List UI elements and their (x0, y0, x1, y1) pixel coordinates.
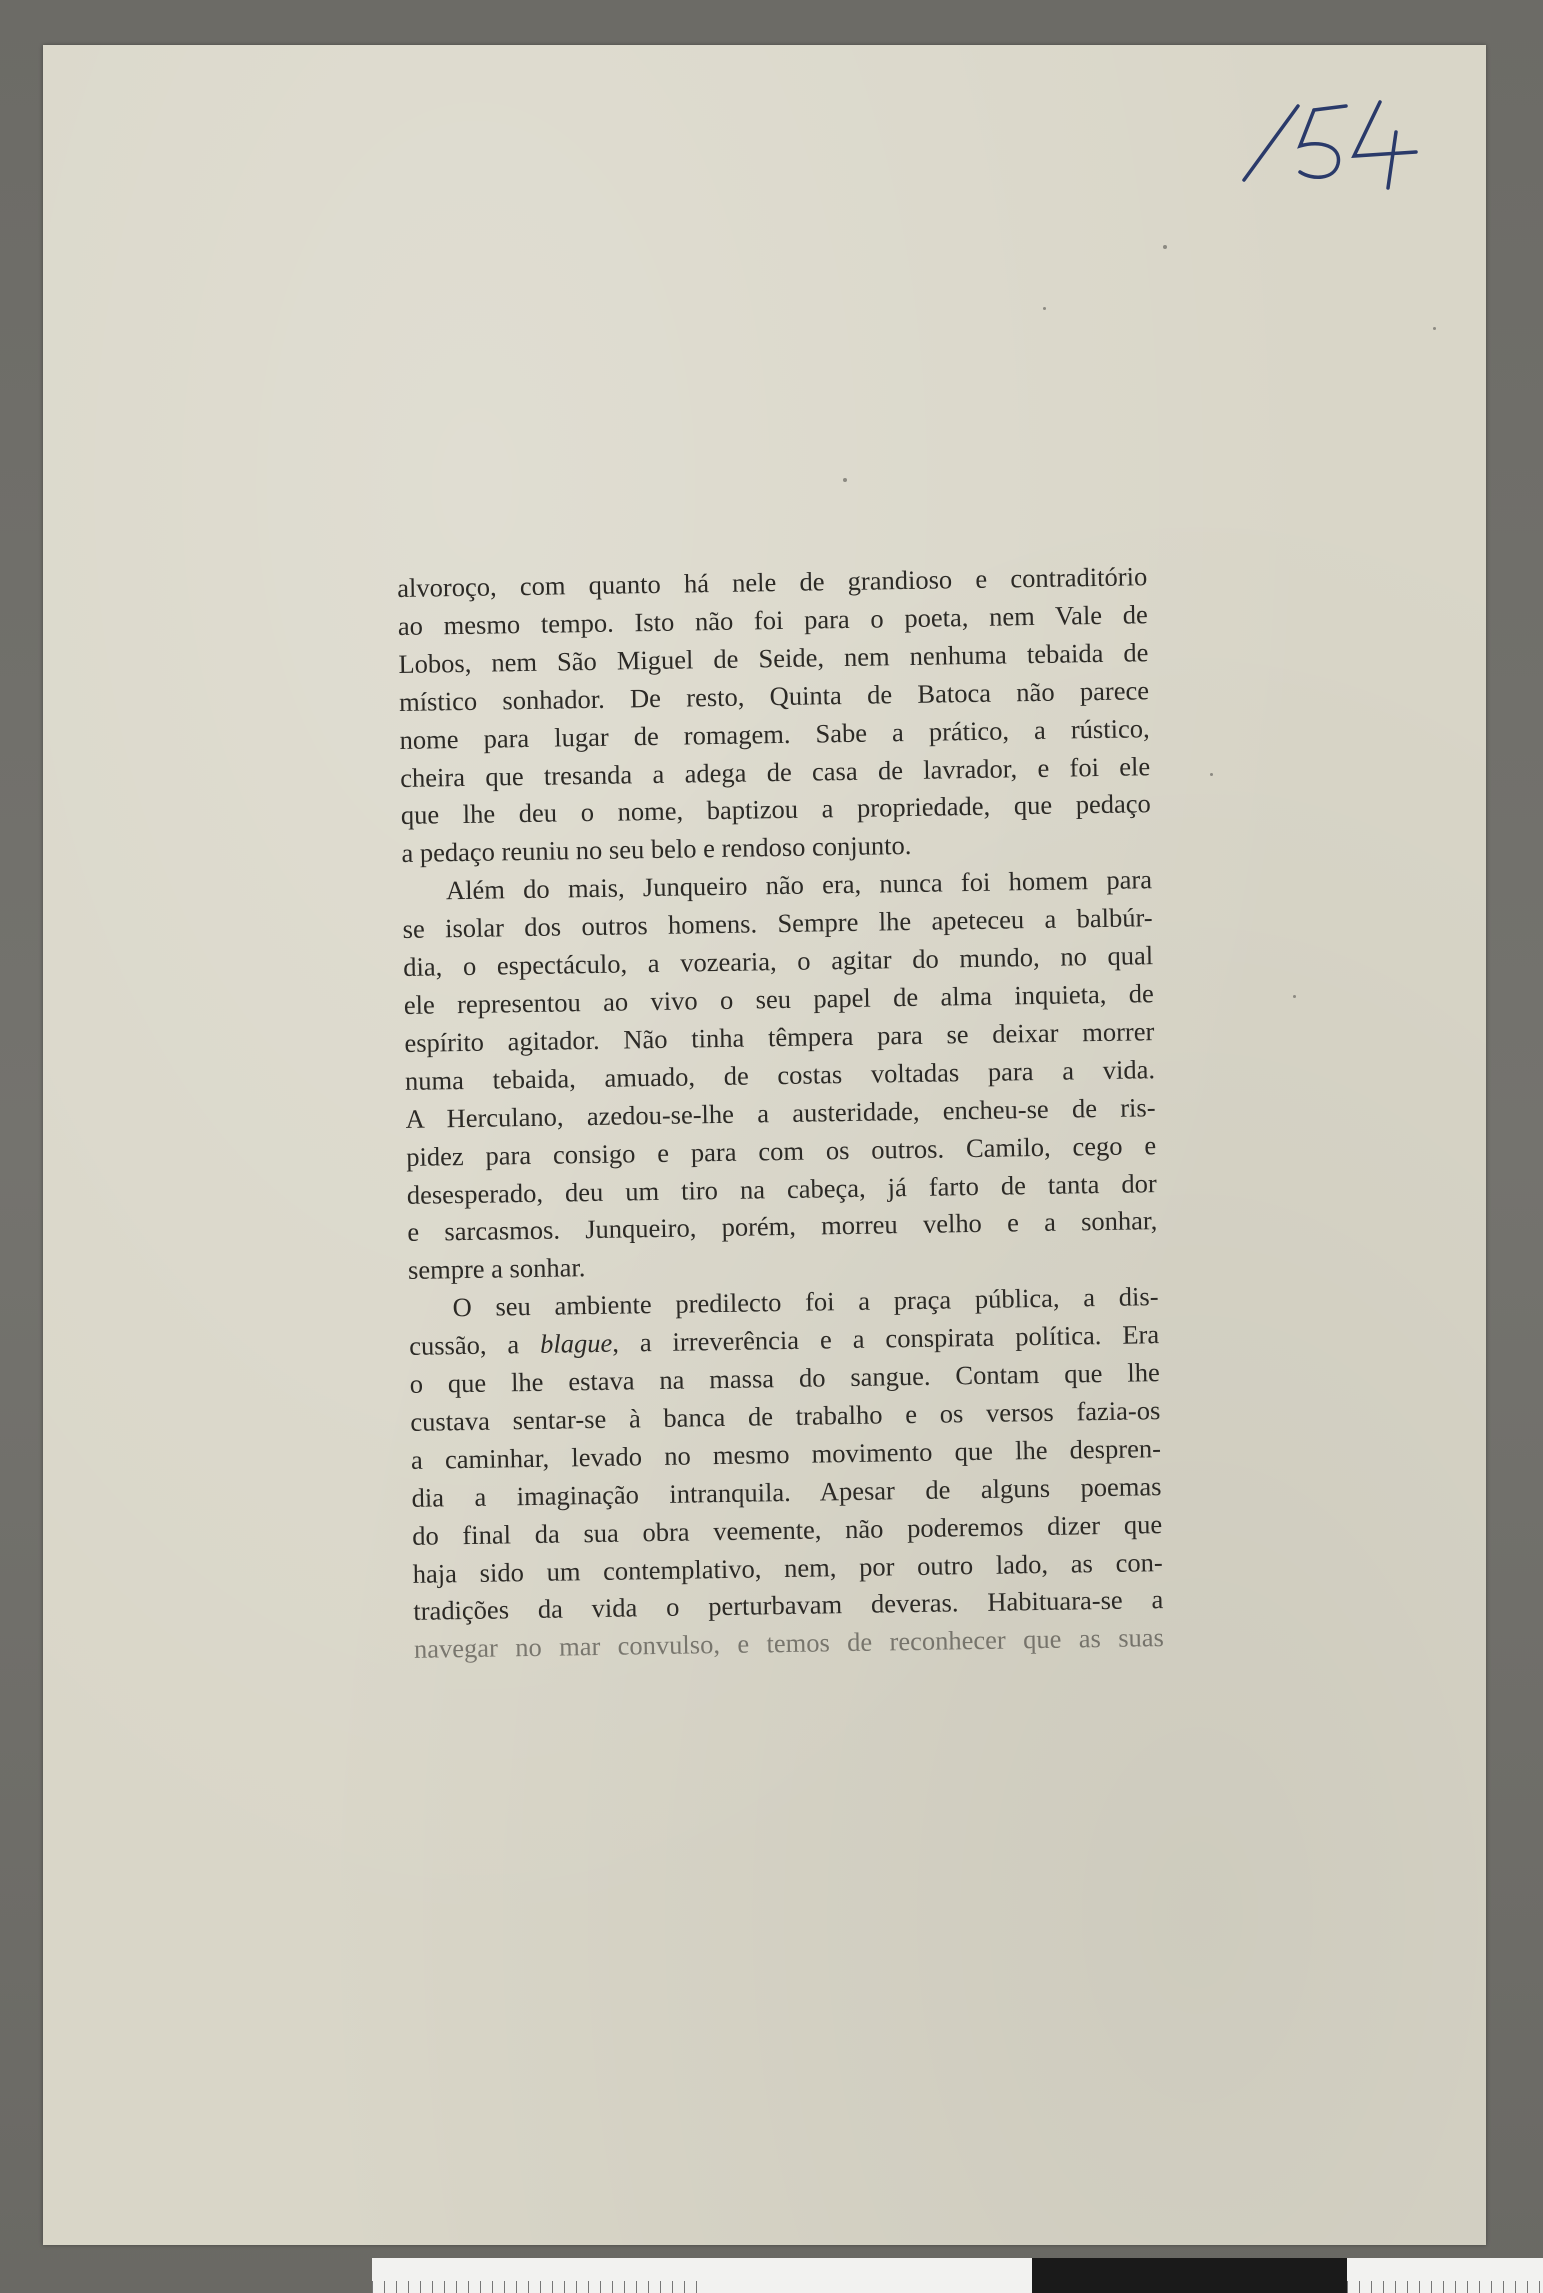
text-line: A Herculano, azedou-se-lhe a austeridade, encheu-se de ris- (405, 1091, 1156, 1134)
text-line: pidez para consigo e para com os outros. Camilo, cego e (405, 1129, 1157, 1172)
paragraph-3 (408, 1278, 1164, 1669)
text-line: sempre a sonhar. (407, 1252, 586, 1286)
text-line: se isolar dos outros homens. Sempre lhe apeteceu a balbúr- (402, 902, 1153, 945)
paper-speck (1043, 307, 1046, 310)
folio-number-handwriting (1230, 88, 1430, 198)
paper-speck (1210, 773, 1213, 776)
text-line: tradições da vida o perturbavam deveras. Habituara-se a (413, 1584, 1164, 1627)
body-text (397, 558, 1164, 1669)
text-line: o que lhe estava na massa do sangue. Contam que lhe (409, 1357, 1160, 1399)
text-line: a caminhar, levado no mesmo movimento que lhe despren- (410, 1432, 1162, 1475)
text-line: espírito agitador. Não tinha têmpera para se deixar morrer (404, 1016, 1155, 1058)
text-line: místico sonhador. De resto, Quinta de Batoca não parece (398, 674, 1150, 717)
text-line: a pedaço reuniu no seu belo e rendoso conjunto. (401, 830, 912, 869)
text-line: navegar no mar convulso, e temos de reconhecer que as suas (413, 1622, 1165, 1665)
text-line: Lobos, nem São Miguel de Seide, nem nenhuma tebaida de (398, 637, 1149, 679)
text-line: dia, o espectáculo, a vozearia, o agitar do mundo, no qual (403, 940, 1154, 983)
text-line: haja sido um contemplativo, nem, por outro lado, as con- (412, 1546, 1163, 1589)
italic-word: blague (539, 1327, 613, 1359)
scan-scale-ruler (372, 2258, 1543, 2293)
text-line: ele representou ao vivo o seu papel de alma inquieta, de (403, 978, 1154, 1020)
text-line: custava sentar-se à banca de trabalho e os versos fazia-os (410, 1395, 1161, 1437)
text-line: cheira que tresanda a adega de casa de lavrador, e foi ele (400, 750, 1151, 793)
text-line: numa tebaida, amuado, de costas voltadas para a vida. (404, 1053, 1156, 1096)
paper-speck (1293, 995, 1296, 998)
text-line: cussão, a blague, a irreverência e a conspirata política. Era (408, 1319, 1160, 1362)
text-line: que lhe deu o nome, baptizou a propriedade, que pedaço (400, 788, 1151, 831)
ruler-segment (1347, 2258, 1543, 2293)
text-line: nome para lugar de romagem. Sabe a prático, a rústico, (399, 712, 1150, 755)
paper-speck (1163, 245, 1167, 249)
handwritten-folio-number (1230, 88, 1430, 198)
text-line: desesperado, deu um tiro na cabeça, já farto de tanta dor (406, 1167, 1157, 1210)
ruler-segment (702, 2258, 1032, 2293)
text-line: do final da sua obra veemente, não poderemos dizer que (411, 1508, 1163, 1551)
text-line: Além do mais, Junqueiro não era, nunca foi homem para (445, 864, 1153, 906)
paragraph-2 (402, 861, 1158, 1290)
text-line: alvoroço, com quanto há nele de grandioso e contraditório (397, 561, 1148, 603)
paragraph-1 (397, 558, 1152, 873)
paper-speck (1433, 327, 1436, 330)
text-line: dia a imaginação intranquila. Apesar de alguns poemas (411, 1470, 1162, 1513)
ruler-segment (372, 2258, 702, 2293)
text-line: ao mesmo tempo. Isto não foi para o poeta, nem Vale de (397, 599, 1149, 641)
ruler-segment (1032, 2258, 1347, 2293)
paper-speck (843, 478, 847, 482)
text-line: e sarcasmos. Junqueiro, porém, morreu velho e a sonhar, (407, 1205, 1158, 1248)
text-line: O seu ambiente predilecto foi a praça pública, a dis- (452, 1281, 1159, 1323)
